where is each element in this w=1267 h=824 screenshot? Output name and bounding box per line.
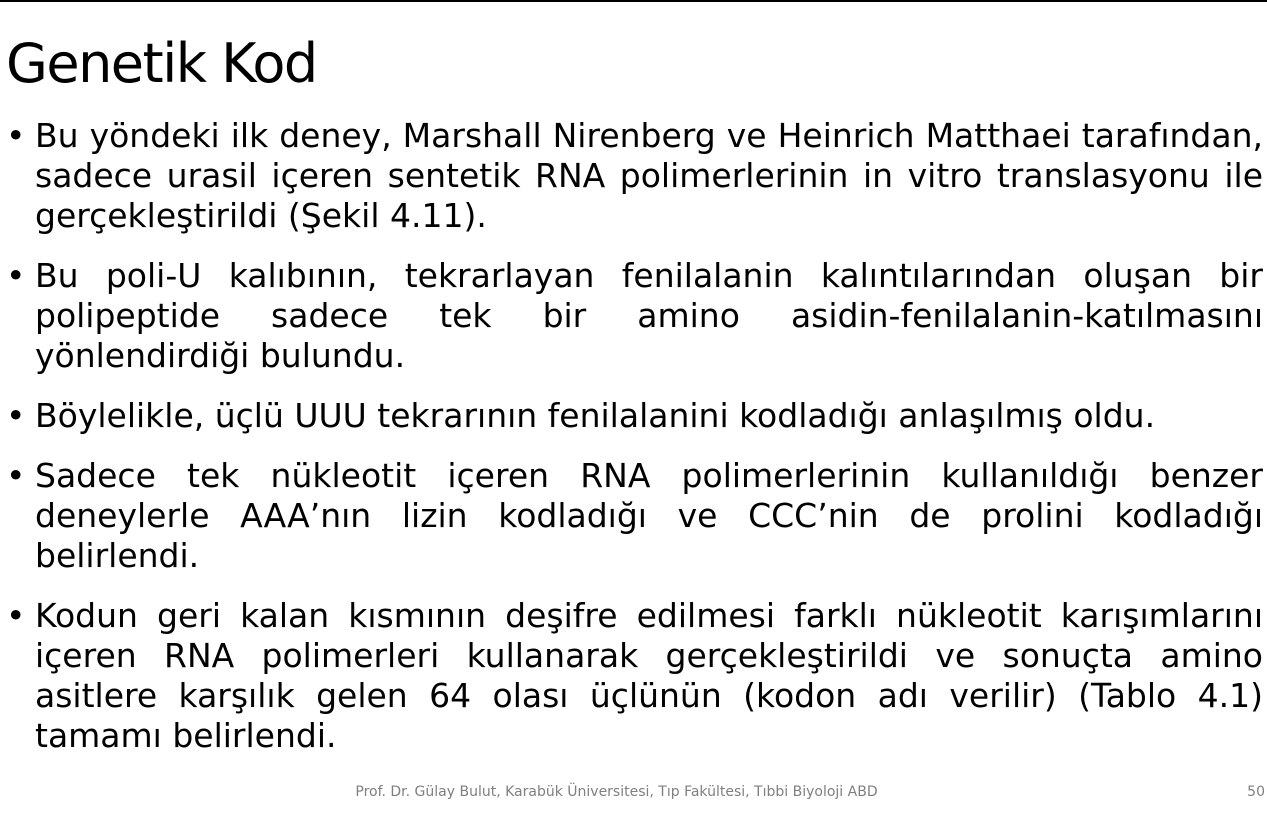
bullet-item bbox=[6, 456, 1263, 576]
bullet-marker bbox=[6, 596, 30, 636]
page-number: 50 bbox=[1247, 784, 1265, 800]
bullet-item bbox=[6, 396, 1263, 436]
bullet-text: Sadece tek nükleotit içeren RNA polimerlerinin kullanıldığı benzer deneylerle AAA’nın lizin kodladığı ve CCC’nin de prolini kodladığı belirlendi. bbox=[35, 456, 1263, 575]
slide-footer: Prof. Dr. Gülay Bulut, Karabük Üniversitesi, Tıp Fakültesi, Tıbbi Biyoloji ABD bbox=[355, 784, 878, 800]
bullet-text: Bu yöndeki ilk deney, Marshall Nirenberg ve Heinrich Matthaei tarafından, sadece urasil içeren sentetik RNA polimerlerinin in vitro translasyonu ile gerçekleştirildi (Şekil 4.11). bbox=[35, 116, 1263, 235]
bullet-text: Bu poli-U kalıbının, tekrarlayan fenilalanin kalıntılarından oluşan bir polipeptide sadece tek bir amino asidin-fenilalanin-katılmasını yönlendirdiği bulundu. bbox=[35, 256, 1263, 375]
slide-title: Genetik Kod bbox=[6, 32, 317, 95]
bullet-marker bbox=[6, 116, 30, 156]
bullet-text: Böylelikle, üçlü UUU tekrarının fenilalanini kodladığı anlaşılmış oldu. bbox=[35, 396, 1156, 435]
top-border bbox=[0, 0, 1267, 2]
bullet-list bbox=[6, 116, 1263, 776]
bullet-marker bbox=[6, 456, 30, 496]
bullet-text: Kodun geri kalan kısmının deşifre edilmesi farklı nükleotit karışımlarını içeren RNA polimerleri kullanarak gerçekleştirildi ve sonuçta amino asitlere karşılık gelen 64 olası üçlünün (kodon adı verilir) (Tablo 4.1) tamamı belirlendi. bbox=[35, 596, 1263, 755]
bullet-marker bbox=[6, 396, 30, 436]
bullet-marker bbox=[6, 256, 30, 296]
bullet-item bbox=[6, 256, 1263, 376]
bullet-item bbox=[6, 596, 1263, 756]
bullet-item bbox=[6, 116, 1263, 236]
